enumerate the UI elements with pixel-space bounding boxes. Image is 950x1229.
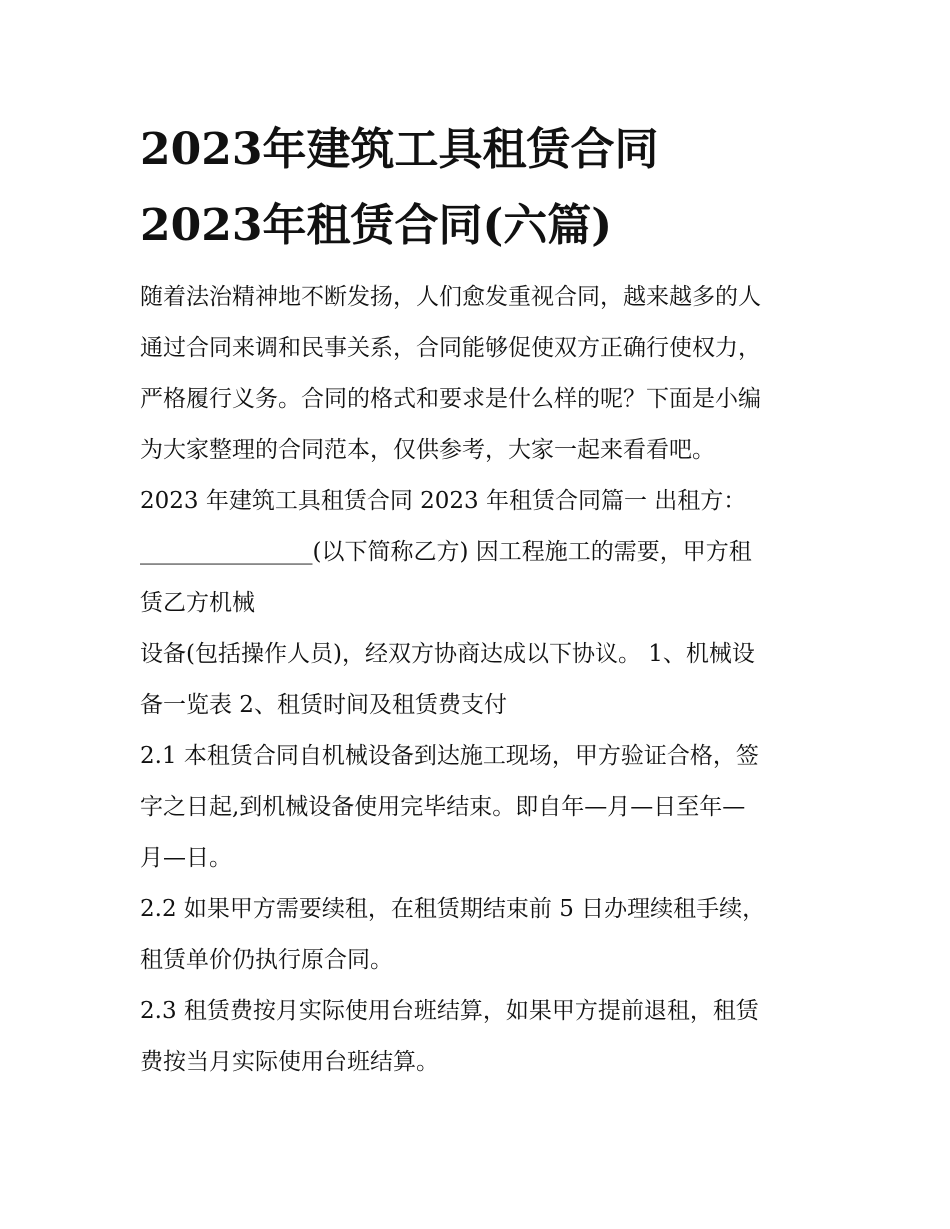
body-line: 2.1 本租赁合同自机械设备到达施工现场，甲方验证合格，签: [140, 743, 759, 769]
body-line: 备一览表 2、租赁时间及租赁费支付: [140, 692, 507, 718]
body-line: 严格履行义务。合同的格式和要求是什么样的呢？下面是小编: [140, 386, 761, 412]
body-line: 为大家整理的合同范本，仅供参考，大家一起来看看吧。: [140, 437, 715, 463]
body-line: 字之日起,到机械设备使用完毕结束。即自年—月—日至年—: [140, 794, 746, 820]
body-line: 月—日。: [140, 845, 232, 871]
body-line: 2023 年建筑工具租赁合同 2023 年租赁合同篇一 出租方：: [140, 488, 747, 514]
body-line: 2.3 租赁费按月实际使用台班结算，如果甲方提前退租，租赁: [140, 998, 759, 1024]
body-line: 设备(包括操作人员)，经双方协商达成以下协议。 1、机械设: [140, 641, 755, 667]
document-body: [140, 272, 820, 1088]
body-line: 费按当月实际使用台班结算。: [140, 1049, 439, 1075]
body-line: 2.2 如果甲方需要续租，在租赁期结束前 5 日办理续租手续，: [140, 896, 766, 922]
body-line: 租赁单价仍执行原合同。: [140, 947, 393, 973]
body-line: 随着法治精神地不断发扬，人们愈发重视合同，越来越多的人: [140, 284, 761, 310]
body-line: _______________(以下简称乙方) 因工程施工的需要，甲方租: [140, 539, 752, 565]
body-line: 通过合同来调和民事关系，合同能够促使双方正确行使权力，: [140, 335, 761, 361]
document-title-line-2: 2023年租赁合同(六篇): [140, 200, 613, 251]
document-title-line-1: 2023年建筑工具租赁合同: [140, 124, 659, 175]
document-content: [140, 112, 820, 1088]
body-line: 赁乙方机械: [140, 590, 255, 616]
